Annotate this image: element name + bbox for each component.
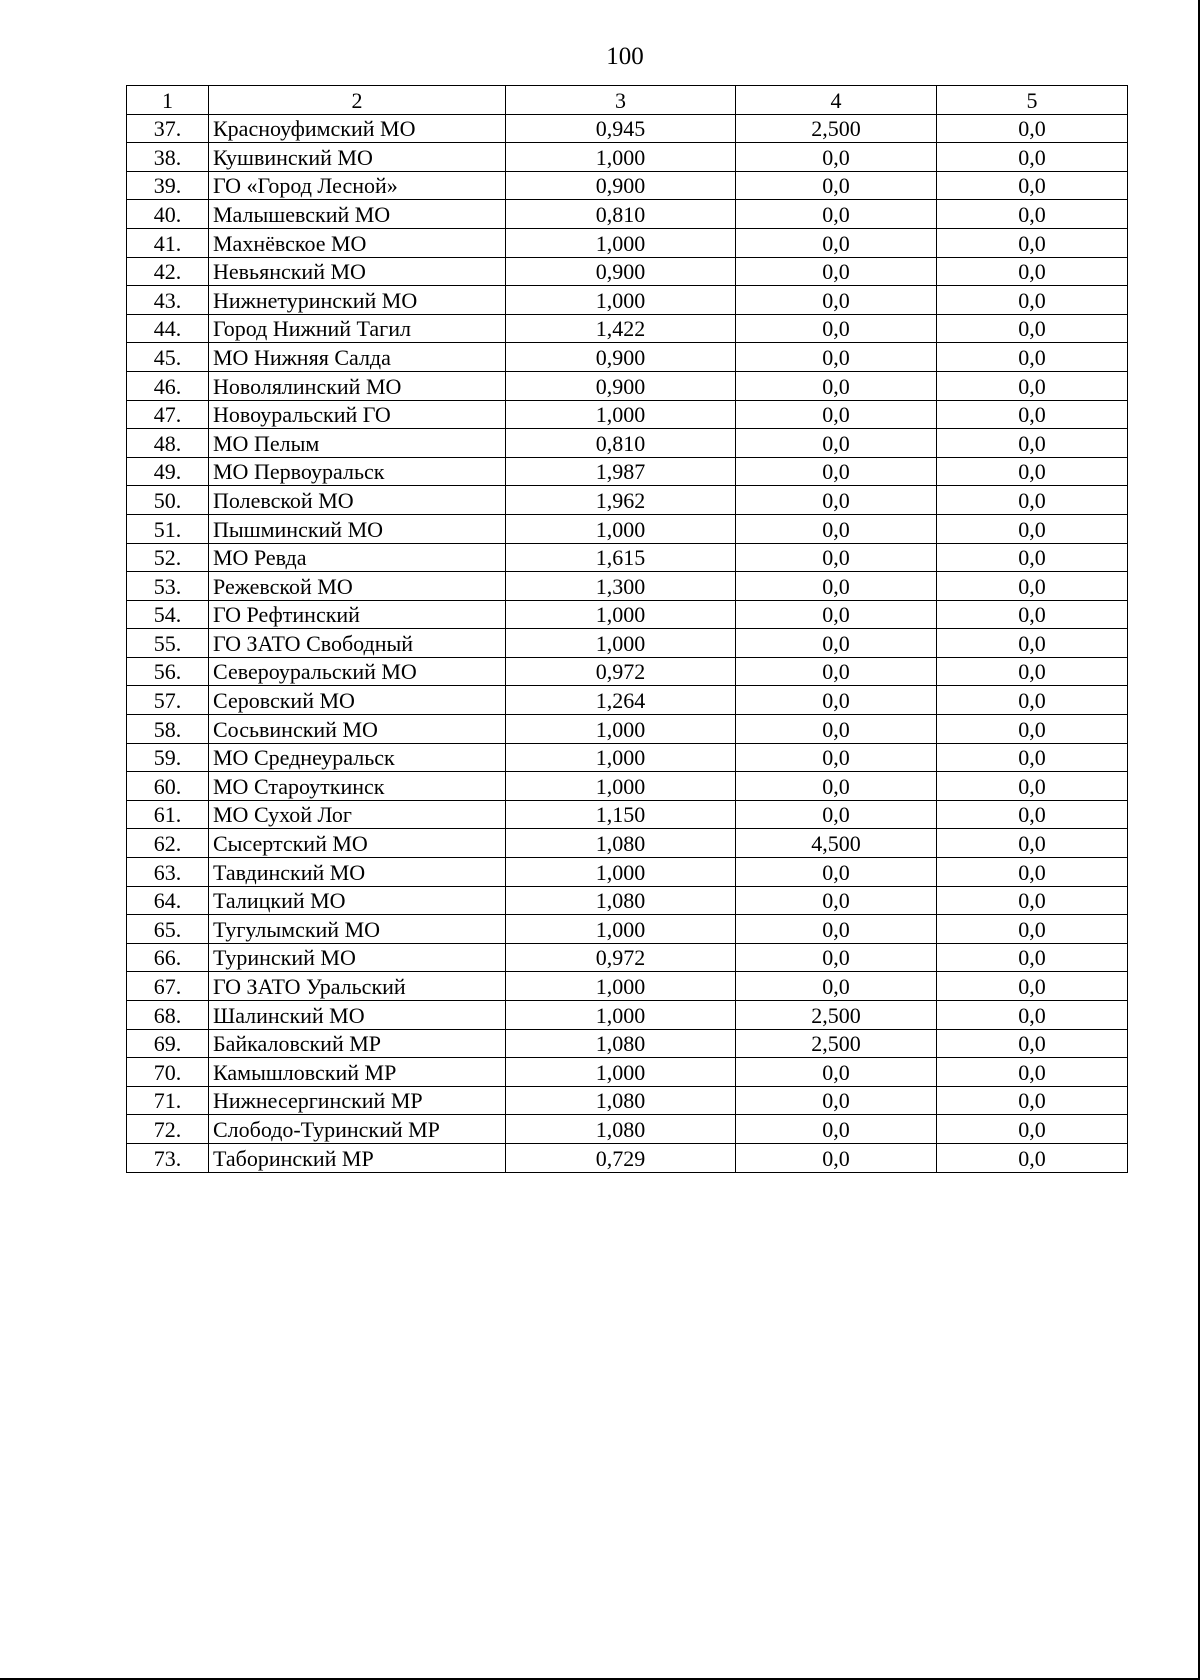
value-col-3-cell: 0,945 bbox=[506, 114, 736, 143]
municipality-name-cell: МО Староуткинск bbox=[209, 772, 506, 801]
table-row bbox=[127, 886, 1128, 915]
table-row bbox=[127, 1143, 1128, 1172]
value-col-4-cell: 0,0 bbox=[736, 657, 937, 686]
table-row bbox=[127, 429, 1128, 458]
value-col-5-cell: 0,0 bbox=[937, 114, 1128, 143]
row-number-cell: 46. bbox=[127, 371, 209, 400]
municipality-name-cell: Сосьвинский МО bbox=[209, 715, 506, 744]
value-col-5-cell: 0,0 bbox=[937, 1143, 1128, 1172]
table-row bbox=[127, 572, 1128, 601]
value-col-3-cell: 1,000 bbox=[506, 1001, 736, 1030]
value-col-3-cell: 1,987 bbox=[506, 457, 736, 486]
value-col-3-cell: 1,264 bbox=[506, 686, 736, 715]
value-col-4-cell: 0,0 bbox=[736, 886, 937, 915]
row-number-cell: 44. bbox=[127, 314, 209, 343]
value-col-3-cell: 1,080 bbox=[506, 1115, 736, 1144]
value-col-3-cell: 1,000 bbox=[506, 858, 736, 887]
value-col-3-cell: 1,962 bbox=[506, 486, 736, 515]
value-col-4-cell: 0,0 bbox=[736, 772, 937, 801]
value-col-5-cell: 0,0 bbox=[937, 600, 1128, 629]
row-number-cell: 42. bbox=[127, 257, 209, 286]
row-number-cell: 60. bbox=[127, 772, 209, 801]
row-number-cell: 64. bbox=[127, 886, 209, 915]
municipality-name-cell: Камышловский МР bbox=[209, 1058, 506, 1087]
municipality-name-cell: Талицкий МО bbox=[209, 886, 506, 915]
value-col-5-cell: 0,0 bbox=[937, 572, 1128, 601]
value-col-5-cell: 0,0 bbox=[937, 1086, 1128, 1115]
value-col-5-cell: 0,0 bbox=[937, 514, 1128, 543]
value-col-4-cell: 0,0 bbox=[736, 228, 937, 257]
value-col-4-cell: 0,0 bbox=[736, 314, 937, 343]
value-col-5-cell: 0,0 bbox=[937, 915, 1128, 944]
municipality-name-cell: Байкаловский МР bbox=[209, 1029, 506, 1058]
value-col-4-cell: 0,0 bbox=[736, 171, 937, 200]
value-col-5-cell: 0,0 bbox=[937, 200, 1128, 229]
value-col-5-cell: 0,0 bbox=[937, 286, 1128, 315]
table-row bbox=[127, 972, 1128, 1001]
municipality-name-cell: Полевской МО bbox=[209, 486, 506, 515]
value-col-3-cell: 1,615 bbox=[506, 543, 736, 572]
table-row bbox=[127, 600, 1128, 629]
value-col-3-cell: 1,150 bbox=[506, 800, 736, 829]
municipality-name-cell: Невьянский МО bbox=[209, 257, 506, 286]
table-row bbox=[127, 715, 1128, 744]
municipality-name-cell: Североуральский МО bbox=[209, 657, 506, 686]
municipality-name-cell: Город Нижний Тагил bbox=[209, 314, 506, 343]
municipality-name-cell: Малышевский МО bbox=[209, 200, 506, 229]
row-number-cell: 61. bbox=[127, 800, 209, 829]
value-col-3-cell: 1,000 bbox=[506, 1058, 736, 1087]
value-col-4-cell: 0,0 bbox=[736, 1143, 937, 1172]
table-row bbox=[127, 629, 1128, 658]
municipality-name-cell: МО Первоуральск bbox=[209, 457, 506, 486]
value-col-5-cell: 0,0 bbox=[937, 657, 1128, 686]
value-col-5-cell: 0,0 bbox=[937, 171, 1128, 200]
data-table bbox=[126, 85, 1128, 1173]
value-col-5-cell: 0,0 bbox=[937, 343, 1128, 372]
value-col-5-cell: 0,0 bbox=[937, 143, 1128, 172]
table-header bbox=[127, 86, 1128, 115]
row-number-cell: 51. bbox=[127, 514, 209, 543]
value-col-4-cell: 0,0 bbox=[736, 257, 937, 286]
value-col-3-cell: 0,810 bbox=[506, 429, 736, 458]
value-col-4-cell: 0,0 bbox=[736, 1058, 937, 1087]
row-number-cell: 67. bbox=[127, 972, 209, 1001]
table-row bbox=[127, 371, 1128, 400]
value-col-5-cell: 0,0 bbox=[937, 457, 1128, 486]
value-col-3-cell: 0,900 bbox=[506, 171, 736, 200]
value-col-4-cell: 2,500 bbox=[736, 114, 937, 143]
table-row bbox=[127, 943, 1128, 972]
value-col-4-cell: 0,0 bbox=[736, 343, 937, 372]
municipality-name-cell: Нижнетуринский МО bbox=[209, 286, 506, 315]
value-col-3-cell: 1,000 bbox=[506, 715, 736, 744]
value-col-5-cell: 0,0 bbox=[937, 772, 1128, 801]
table-row bbox=[127, 400, 1128, 429]
table-row bbox=[127, 1115, 1128, 1144]
value-col-3-cell: 0,729 bbox=[506, 1143, 736, 1172]
value-col-4-cell: 0,0 bbox=[736, 915, 937, 944]
value-col-4-cell: 0,0 bbox=[736, 715, 937, 744]
value-col-4-cell: 4,500 bbox=[736, 829, 937, 858]
value-col-5-cell: 0,0 bbox=[937, 1029, 1128, 1058]
value-col-4-cell: 0,0 bbox=[736, 1115, 937, 1144]
row-number-cell: 58. bbox=[127, 715, 209, 744]
table-body bbox=[127, 114, 1128, 1172]
row-number-cell: 69. bbox=[127, 1029, 209, 1058]
municipality-name-cell: Слободо-Туринский МР bbox=[209, 1115, 506, 1144]
value-col-4-cell: 0,0 bbox=[736, 858, 937, 887]
municipality-name-cell: Новолялинский МО bbox=[209, 371, 506, 400]
value-col-3-cell: 0,900 bbox=[506, 257, 736, 286]
value-col-3-cell: 1,080 bbox=[506, 1086, 736, 1115]
table-row bbox=[127, 486, 1128, 515]
value-col-4-cell: 0,0 bbox=[736, 972, 937, 1001]
municipality-name-cell: МО Среднеуральск bbox=[209, 743, 506, 772]
value-col-5-cell: 0,0 bbox=[937, 1001, 1128, 1030]
header-cell-3: 3 bbox=[506, 86, 736, 115]
row-number-cell: 53. bbox=[127, 572, 209, 601]
row-number-cell: 41. bbox=[127, 228, 209, 257]
row-number-cell: 40. bbox=[127, 200, 209, 229]
value-col-3-cell: 1,000 bbox=[506, 629, 736, 658]
municipality-name-cell: Тавдинский МО bbox=[209, 858, 506, 887]
municipality-name-cell: Туринский МО bbox=[209, 943, 506, 972]
row-number-cell: 48. bbox=[127, 429, 209, 458]
table-row bbox=[127, 829, 1128, 858]
value-col-4-cell: 0,0 bbox=[736, 486, 937, 515]
table-row bbox=[127, 314, 1128, 343]
value-col-4-cell: 0,0 bbox=[736, 143, 937, 172]
municipality-name-cell: Режевской МО bbox=[209, 572, 506, 601]
value-col-3-cell: 1,000 bbox=[506, 514, 736, 543]
value-col-5-cell: 0,0 bbox=[937, 1058, 1128, 1087]
table-row bbox=[127, 114, 1128, 143]
value-col-5-cell: 0,0 bbox=[937, 800, 1128, 829]
row-number-cell: 70. bbox=[127, 1058, 209, 1087]
value-col-3-cell: 0,972 bbox=[506, 943, 736, 972]
value-col-4-cell: 2,500 bbox=[736, 1029, 937, 1058]
value-col-3-cell: 1,000 bbox=[506, 915, 736, 944]
value-col-3-cell: 1,000 bbox=[506, 228, 736, 257]
value-col-4-cell: 0,0 bbox=[736, 600, 937, 629]
value-col-3-cell: 1,080 bbox=[506, 1029, 736, 1058]
value-col-5-cell: 0,0 bbox=[937, 429, 1128, 458]
table-row bbox=[127, 858, 1128, 887]
value-col-4-cell: 0,0 bbox=[736, 743, 937, 772]
table-row bbox=[127, 1058, 1128, 1087]
value-col-3-cell: 0,900 bbox=[506, 371, 736, 400]
row-number-cell: 43. bbox=[127, 286, 209, 315]
table-row bbox=[127, 514, 1128, 543]
row-number-cell: 63. bbox=[127, 858, 209, 887]
municipality-name-cell: Махнёвское МО bbox=[209, 228, 506, 257]
municipality-name-cell: МО Пелым bbox=[209, 429, 506, 458]
value-col-4-cell: 0,0 bbox=[736, 429, 937, 458]
value-col-5-cell: 0,0 bbox=[937, 686, 1128, 715]
table-header-row bbox=[127, 86, 1128, 115]
row-number-cell: 71. bbox=[127, 1086, 209, 1115]
value-col-5-cell: 0,0 bbox=[937, 228, 1128, 257]
value-col-4-cell: 0,0 bbox=[736, 457, 937, 486]
table-row bbox=[127, 657, 1128, 686]
row-number-cell: 45. bbox=[127, 343, 209, 372]
value-col-3-cell: 1,000 bbox=[506, 400, 736, 429]
value-col-4-cell: 0,0 bbox=[736, 686, 937, 715]
municipality-name-cell: ГО Рефтинский bbox=[209, 600, 506, 629]
value-col-5-cell: 0,0 bbox=[937, 829, 1128, 858]
value-col-3-cell: 0,972 bbox=[506, 657, 736, 686]
table-row bbox=[127, 257, 1128, 286]
value-col-3-cell: 1,000 bbox=[506, 286, 736, 315]
table-row bbox=[127, 800, 1128, 829]
value-col-5-cell: 0,0 bbox=[937, 943, 1128, 972]
table-row bbox=[127, 1029, 1128, 1058]
municipality-name-cell: ГО ЗАТО Уральский bbox=[209, 972, 506, 1001]
table-row bbox=[127, 286, 1128, 315]
table-row bbox=[127, 772, 1128, 801]
value-col-3-cell: 0,810 bbox=[506, 200, 736, 229]
municipality-name-cell: Красноуфимский МО bbox=[209, 114, 506, 143]
row-number-cell: 52. bbox=[127, 543, 209, 572]
row-number-cell: 54. bbox=[127, 600, 209, 629]
row-number-cell: 47. bbox=[127, 400, 209, 429]
value-col-4-cell: 0,0 bbox=[736, 286, 937, 315]
municipality-name-cell: Пышминский МО bbox=[209, 514, 506, 543]
row-number-cell: 37. bbox=[127, 114, 209, 143]
header-cell-1: 1 bbox=[127, 86, 209, 115]
municipality-name-cell: Тугулымский МО bbox=[209, 915, 506, 944]
row-number-cell: 55. bbox=[127, 629, 209, 658]
row-number-cell: 65. bbox=[127, 915, 209, 944]
row-number-cell: 62. bbox=[127, 829, 209, 858]
value-col-5-cell: 0,0 bbox=[937, 715, 1128, 744]
value-col-5-cell: 0,0 bbox=[937, 543, 1128, 572]
header-cell-4: 4 bbox=[736, 86, 937, 115]
municipality-name-cell: МО Нижняя Салда bbox=[209, 343, 506, 372]
value-col-4-cell: 0,0 bbox=[736, 543, 937, 572]
municipality-name-cell: Сысертский МО bbox=[209, 829, 506, 858]
row-number-cell: 72. bbox=[127, 1115, 209, 1144]
row-number-cell: 39. bbox=[127, 171, 209, 200]
value-col-4-cell: 2,500 bbox=[736, 1001, 937, 1030]
value-col-5-cell: 0,0 bbox=[937, 629, 1128, 658]
table-row bbox=[127, 228, 1128, 257]
row-number-cell: 73. bbox=[127, 1143, 209, 1172]
table-row bbox=[127, 200, 1128, 229]
value-col-5-cell: 0,0 bbox=[937, 886, 1128, 915]
row-number-cell: 50. bbox=[127, 486, 209, 515]
value-col-3-cell: 1,300 bbox=[506, 572, 736, 601]
value-col-3-cell: 1,422 bbox=[506, 314, 736, 343]
value-col-3-cell: 1,080 bbox=[506, 886, 736, 915]
table-row bbox=[127, 686, 1128, 715]
table-row bbox=[127, 1086, 1128, 1115]
table-row bbox=[127, 915, 1128, 944]
table-row bbox=[127, 343, 1128, 372]
value-col-5-cell: 0,0 bbox=[937, 972, 1128, 1001]
value-col-5-cell: 0,0 bbox=[937, 314, 1128, 343]
row-number-cell: 38. bbox=[127, 143, 209, 172]
header-cell-5: 5 bbox=[937, 86, 1128, 115]
row-number-cell: 57. bbox=[127, 686, 209, 715]
value-col-5-cell: 0,0 bbox=[937, 858, 1128, 887]
page-number: 100 bbox=[606, 43, 644, 70]
value-col-5-cell: 0,0 bbox=[937, 257, 1128, 286]
row-number-cell: 56. bbox=[127, 657, 209, 686]
municipality-name-cell: ГО ЗАТО Свободный bbox=[209, 629, 506, 658]
table-row bbox=[127, 457, 1128, 486]
value-col-3-cell: 1,000 bbox=[506, 143, 736, 172]
value-col-4-cell: 0,0 bbox=[736, 943, 937, 972]
municipality-name-cell: МО Сухой Лог bbox=[209, 800, 506, 829]
value-col-3-cell: 1,000 bbox=[506, 600, 736, 629]
header-cell-2: 2 bbox=[209, 86, 506, 115]
municipality-name-cell: Шалинский МО bbox=[209, 1001, 506, 1030]
value-col-4-cell: 0,0 bbox=[736, 800, 937, 829]
municipality-name-cell: Новоуральский ГО bbox=[209, 400, 506, 429]
value-col-4-cell: 0,0 bbox=[736, 1086, 937, 1115]
table-row bbox=[127, 1001, 1128, 1030]
table-row bbox=[127, 143, 1128, 172]
row-number-cell: 66. bbox=[127, 943, 209, 972]
municipality-name-cell: Нижнесергинский МР bbox=[209, 1086, 506, 1115]
value-col-3-cell: 1,000 bbox=[506, 743, 736, 772]
value-col-4-cell: 0,0 bbox=[736, 514, 937, 543]
municipality-name-cell: Кушвинский МО bbox=[209, 143, 506, 172]
value-col-5-cell: 0,0 bbox=[937, 743, 1128, 772]
row-number-cell: 49. bbox=[127, 457, 209, 486]
municipality-name-cell: Серовский МО bbox=[209, 686, 506, 715]
value-col-4-cell: 0,0 bbox=[736, 200, 937, 229]
table-row bbox=[127, 743, 1128, 772]
municipality-name-cell: Таборинский МР bbox=[209, 1143, 506, 1172]
municipality-name-cell: ГО «Город Лесной» bbox=[209, 171, 506, 200]
table-row bbox=[127, 171, 1128, 200]
value-col-5-cell: 0,0 bbox=[937, 486, 1128, 515]
value-col-4-cell: 0,0 bbox=[736, 400, 937, 429]
value-col-5-cell: 0,0 bbox=[937, 371, 1128, 400]
value-col-3-cell: 0,900 bbox=[506, 343, 736, 372]
value-col-5-cell: 0,0 bbox=[937, 1115, 1128, 1144]
value-col-3-cell: 1,080 bbox=[506, 829, 736, 858]
municipality-name-cell: МО Ревда bbox=[209, 543, 506, 572]
row-number-cell: 59. bbox=[127, 743, 209, 772]
value-col-4-cell: 0,0 bbox=[736, 371, 937, 400]
table-row bbox=[127, 543, 1128, 572]
value-col-4-cell: 0,0 bbox=[736, 629, 937, 658]
value-col-4-cell: 0,0 bbox=[736, 572, 937, 601]
value-col-5-cell: 0,0 bbox=[937, 400, 1128, 429]
value-col-3-cell: 1,000 bbox=[506, 772, 736, 801]
row-number-cell: 68. bbox=[127, 1001, 209, 1030]
value-col-3-cell: 1,000 bbox=[506, 972, 736, 1001]
